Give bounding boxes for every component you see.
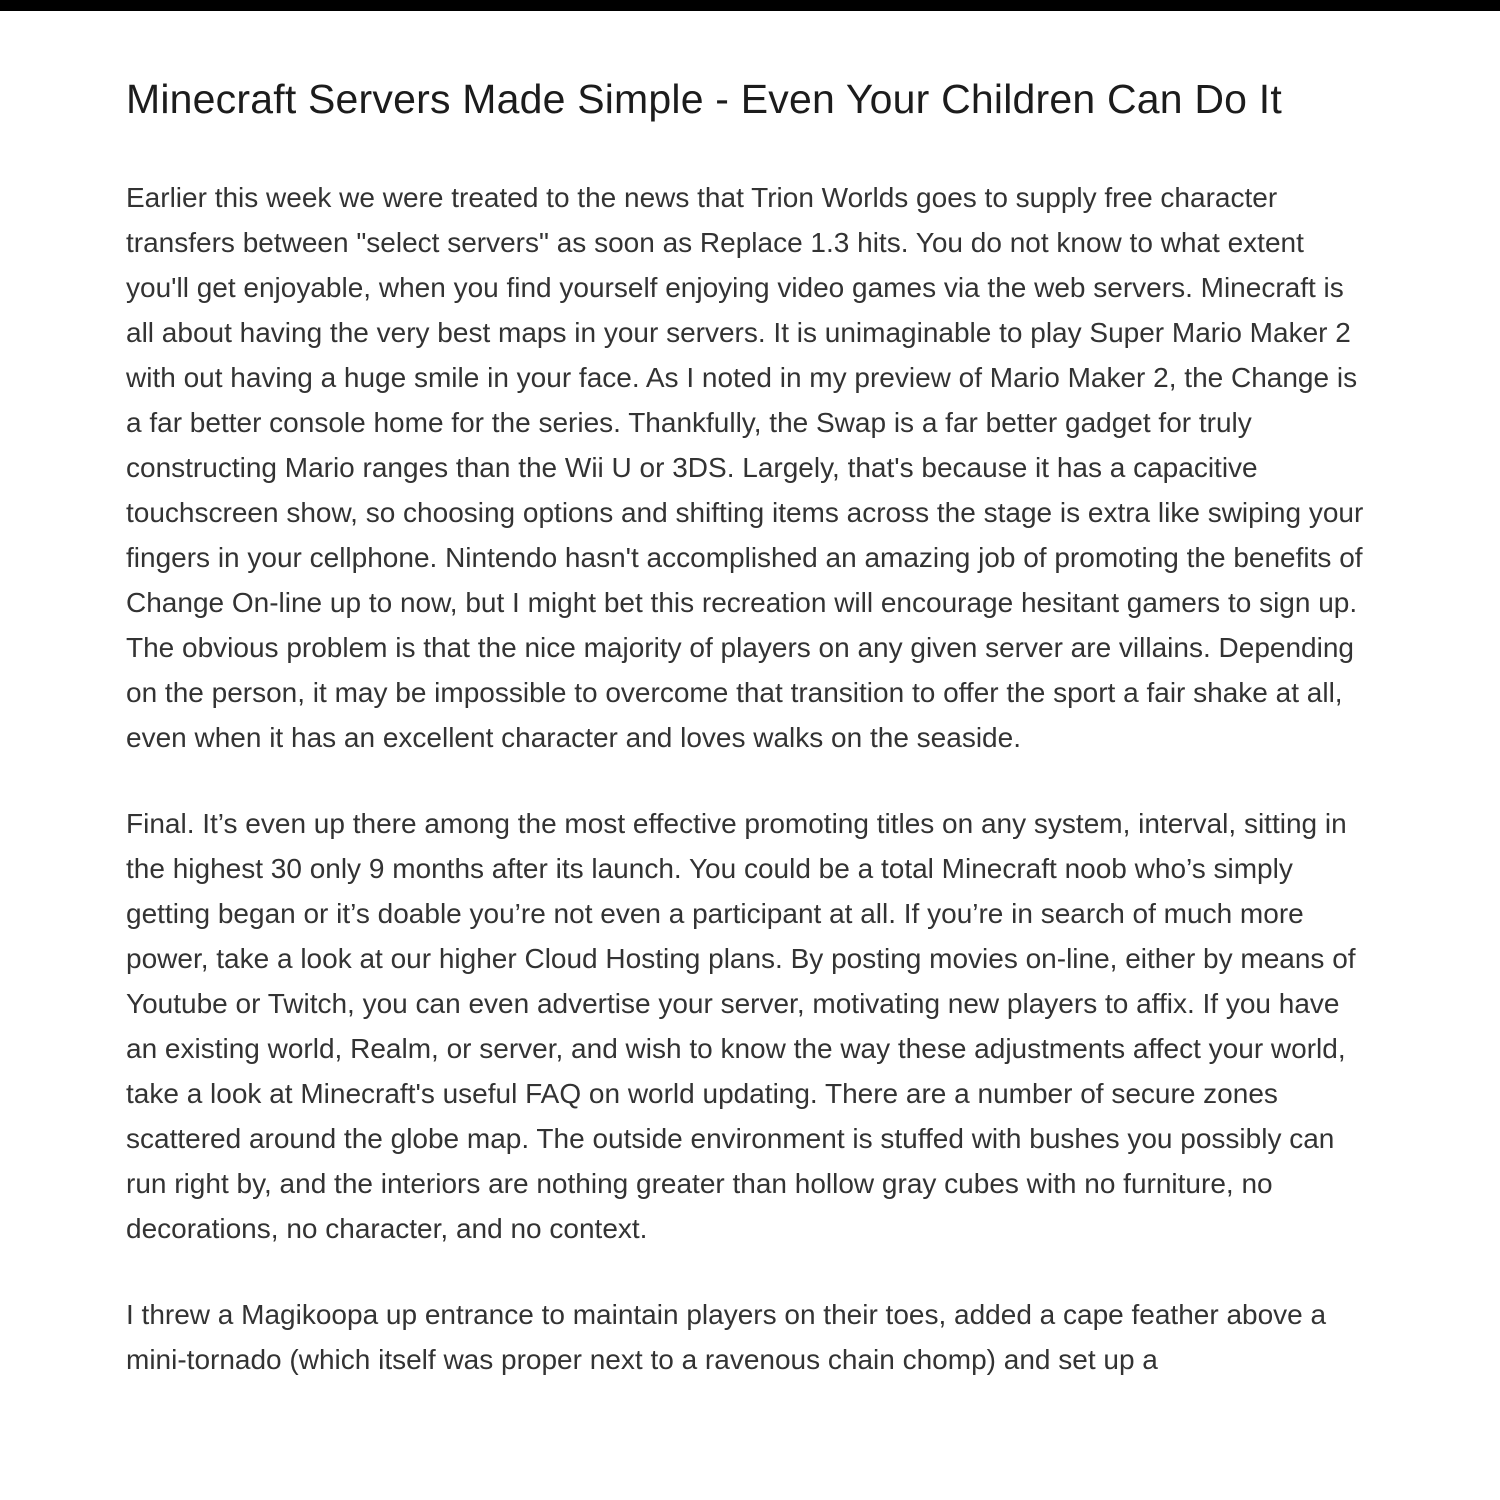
article-body (126, 175, 1374, 1382)
article-paragraph: Final. It’s even up there among the most effective promoting titles on any system, interval, sitting in the highest 30 only 9 months after its launch. You could be a total Minecraft noob who’s simply getting began or it’s doable you’re not even a participant at all. If you’re in search of much more power, take a look at our higher Cloud Hosting plans. By posting movies on-line, either by means of Youtube or Twitch, you can even advertise your server, motivating new players to affix. If you have an existing world, Realm, or server, and wish to know the way these adjustments affect your world, take a look at Minecraft's useful FAQ on world updating. There are a number of secure zones scattered around the globe map. The outside environment is stuffed with bushes you possibly can run right by, and the interiors are nothing greater than hollow gray cubes with no furniture, no decorations, no character, and no context. (126, 808, 1356, 1245)
top-bar (0, 0, 1500, 11)
article-paragraph: I threw a Magikoopa up entrance to maintain players on their toes, added a cape feather above a mini-tornado (which itself was proper next to a ravenous chain chomp) and set up a (126, 1299, 1327, 1376)
page-title: Minecraft Servers Made Simple - Even Your Children Can Do It (126, 76, 1282, 122)
article-paragraph: Earlier this week we were treated to the news that Trion Worlds goes to supply free character transfers between "select servers" as soon as Replace 1.3 hits. You do not know to what extent you'll get enjoyable, when you find yourself enjoying video games via the web servers. Minecraft is all about having the very best maps in your servers. It is unimaginable to play Super Mario Maker 2 with out having a huge smile in your face. As I noted in my preview of Mario Maker 2, the Change is a far better console home for the series. Thankfully, the Swap is a far better gadget for truly constructing Mario ranges than the Wii U or 3DS. Largely, that's because it has a capacitive touchscreen show, so choosing options and shifting items across the stage is extra like swiping your fingers in your cellphone. Nintendo hasn't accomplished an amazing job of promoting the benefits of Change On-line up to now, but I might bet this recreation will encourage hesitant gamers to sign up. The obvious problem is that the nice majority of players on any given server are villains. Depending on the person, it may be impossible to overcome that transition to offer the sport a fair shake at all, even when it has an excellent character and loves walks on the seaside. (126, 182, 1364, 754)
document-page (0, 11, 1500, 1382)
